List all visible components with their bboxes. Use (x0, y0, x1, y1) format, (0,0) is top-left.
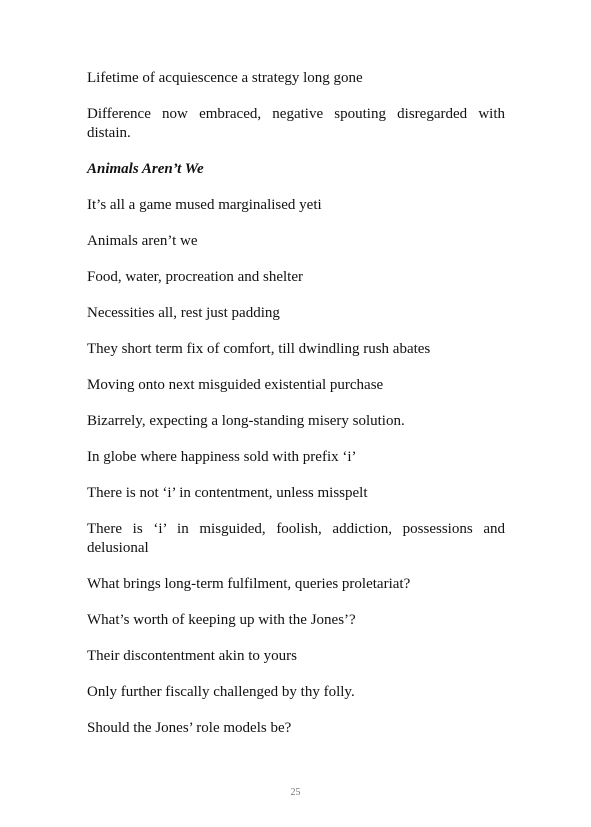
poem-line: Difference now embraced, negative spouting disregarded with distain. (87, 106, 505, 141)
poem-line: Necessities all, rest just padding (87, 305, 280, 321)
poem-line: Their discontentment akin to yours (87, 648, 297, 664)
poem-line: Bizarrely, expecting a long-standing misery solution. (87, 413, 405, 429)
poem-line: They short term fix of comfort, till dwindling rush abates (87, 341, 431, 357)
poem-line: What’s worth of keeping up with the Jones’? (87, 612, 356, 628)
poem-line: Only further fiscally challenged by thy folly. (87, 684, 355, 700)
poem-line: Should the Jones’ role models be? (87, 720, 292, 736)
poem-line: There is not ‘i’ in contentment, unless misspelt (87, 485, 368, 501)
page-number: 25 (290, 787, 301, 798)
poem-title: Animals Aren’t We (87, 161, 204, 177)
poem-line: Food, water, procreation and shelter (87, 269, 303, 285)
poem-line: It’s all a game mused marginalised yeti (87, 197, 322, 213)
poem-body (87, 69, 505, 755)
poem-line: In globe where happiness sold with prefix ‘i’ (87, 449, 357, 465)
poem-line: Moving onto next misguided existential purchase (87, 377, 384, 393)
poem-line: What brings long-term fulfilment, queries proletariat? (87, 576, 411, 592)
poem-line: Animals aren’t we (87, 233, 198, 249)
poem-line: Lifetime of acquiescence a strategy long gone (87, 70, 363, 86)
poem-line: There is ‘i’ in misguided, foolish, addiction, possessions and delusional (87, 521, 505, 556)
